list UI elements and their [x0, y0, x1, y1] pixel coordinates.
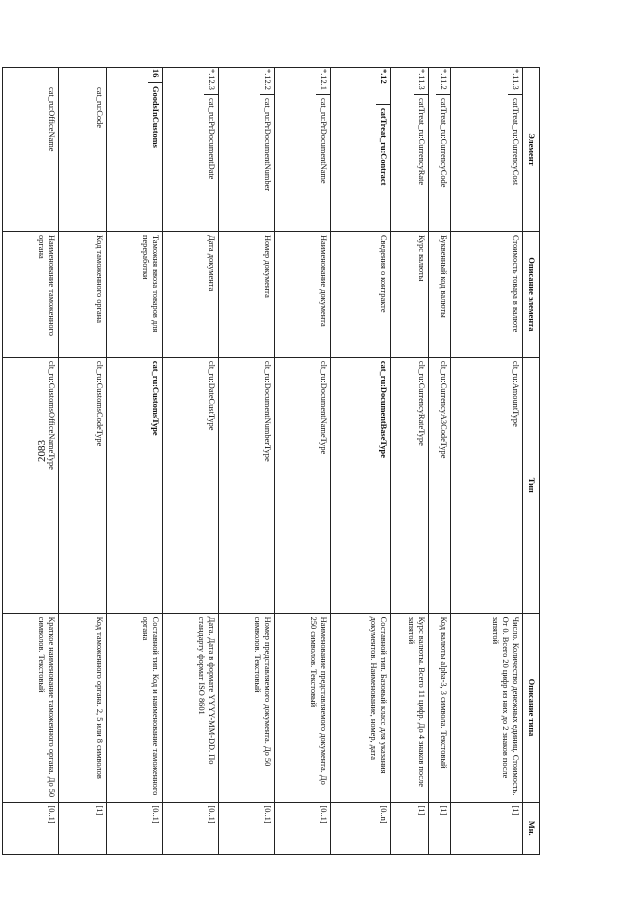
table-row [391, 68, 429, 855]
element-description: Наименование таможенного органа [3, 231, 59, 357]
table-header-row [523, 68, 540, 855]
type-name: clt_ru:CurrencyA3CodeType [429, 357, 451, 613]
type-description: Составной тип. Код и наименование таможенного органа [107, 613, 163, 802]
element-number: *.11.3 [508, 68, 522, 95]
type-description: Номер представляемого документа. До 50 символов. Текстовый [219, 613, 275, 802]
element-description: Буквенный код валюты [429, 231, 451, 357]
multiplicity: [0..1] [275, 802, 331, 855]
type-description: Код таможенного органа. 2, 5 или 8 символов [59, 613, 107, 802]
element-description: Наименование документа [275, 231, 331, 357]
multiplicity: [0..1] [163, 802, 219, 855]
element-cell [391, 68, 429, 232]
table-row [429, 68, 451, 855]
type-name: clt_ru:DocumentNumberType [219, 357, 275, 613]
element-name: cat_ru:OfficeName [47, 87, 57, 152]
element-name: catTreat_ru:CurrencyCost [511, 98, 521, 186]
element-name: cat_ru:PrDocumentName [319, 98, 329, 184]
element-cell [3, 68, 59, 232]
type-name: cat_ru:DocumentBaseType [331, 357, 391, 613]
multiplicity: [1] [429, 802, 451, 855]
type-name: clt_ru:DateCustType [163, 357, 219, 613]
element-description: Код таможенного органа [59, 231, 107, 357]
type-description: Код валюты alpha-3, 3 символа. Текстовый [429, 613, 451, 802]
table-row [163, 68, 219, 855]
multiplicity: [0..1] [107, 802, 163, 855]
element-name: catTreat_ru:CurrencyRate [417, 98, 427, 186]
element-number: 16 [148, 68, 162, 83]
type-name: clt_ru:DocumentNameType [275, 357, 331, 613]
table-row [3, 68, 59, 855]
table-row [275, 68, 331, 855]
element-name: catTreat_ru:Contract [379, 108, 389, 186]
element-cell [331, 68, 391, 232]
element-number: *.12 [376, 68, 390, 105]
type-description: Курс валюты. Всего 11 цифр. До 4 знаков после запятой [391, 613, 429, 802]
multiplicity: [1] [451, 802, 523, 855]
element-description: Дата документа [163, 231, 219, 357]
type-name: cat_ru:CustomsType [107, 357, 163, 613]
element-number: *.12.3 [204, 68, 218, 95]
header-type: Тип [523, 357, 540, 613]
multiplicity: [0..1] [219, 802, 275, 855]
schema-table [2, 67, 540, 855]
header-element-description: Описание элемента [523, 231, 540, 357]
header-multiplicity: Мн. [523, 802, 540, 855]
multiplicity: [0..n] [331, 802, 391, 855]
type-name: clt_ru:AmountType [451, 357, 523, 613]
type-name: clt_ru:CustomsOfficeNameType [3, 357, 59, 613]
type-name: clt_ru:CurrencyRateType [391, 357, 429, 613]
type-description: Наименование представляемого документа. До 250 символов. Текстовый [275, 613, 331, 802]
element-number: *.12.2 [260, 68, 274, 95]
header-type-description: Описание типа [523, 613, 540, 802]
table-row [219, 68, 275, 855]
element-cell [59, 68, 107, 232]
type-description: Число. Количество денежных единиц. Стоимость. От 0. Всего 20 цифр из них до 2 знаков после запятой [451, 613, 523, 802]
type-description: Дата. Дата в формате YYYY-MM-DD. По стандарту формат ISO 8601 [163, 613, 219, 802]
element-cell [107, 68, 163, 232]
element-description: Номер документа [219, 231, 275, 357]
type-description: Составной тип. Базовый класс для указания документов. Наименование, номер, дата [331, 613, 391, 802]
element-name: cat_ru:Code [95, 87, 105, 128]
type-description: Краткое наименование таможенного органа. До 50 символов. Текстовый [3, 613, 59, 802]
element-number: *.11.3 [414, 68, 428, 95]
element-number: *.11.2 [436, 68, 450, 95]
table-row [331, 68, 391, 855]
element-cell [219, 68, 275, 232]
type-name: clt_ru:CustomsCodeType [59, 357, 107, 613]
element-description: Сведения о контракте [331, 231, 391, 357]
element-name: GoodsInCustoms [151, 86, 161, 148]
multiplicity: [1] [391, 802, 429, 855]
element-name: catTreat_ru:CurrencyCode [439, 98, 449, 188]
element-cell [275, 68, 331, 232]
element-cell [163, 68, 219, 232]
multiplicity: [0..1] [3, 802, 59, 855]
element-description: Таможня ввоза товаров для переработки [107, 231, 163, 357]
header-element: Элемент [523, 68, 540, 232]
table-row [451, 68, 523, 855]
element-name: cat_ru:PrDocumentNumber [263, 98, 273, 192]
element-number: *.12.1 [316, 68, 330, 95]
element-name: cat_ru:PrDocumentDate [207, 98, 217, 180]
multiplicity: [1] [59, 802, 107, 855]
element-cell [451, 68, 523, 232]
table-row [59, 68, 107, 855]
table-row [107, 68, 163, 855]
element-description: Курс валюты [391, 231, 429, 357]
element-cell [429, 68, 451, 232]
element-description: Стоимость товара в валюте [451, 231, 523, 357]
page-number: 2083 [36, 440, 48, 462]
